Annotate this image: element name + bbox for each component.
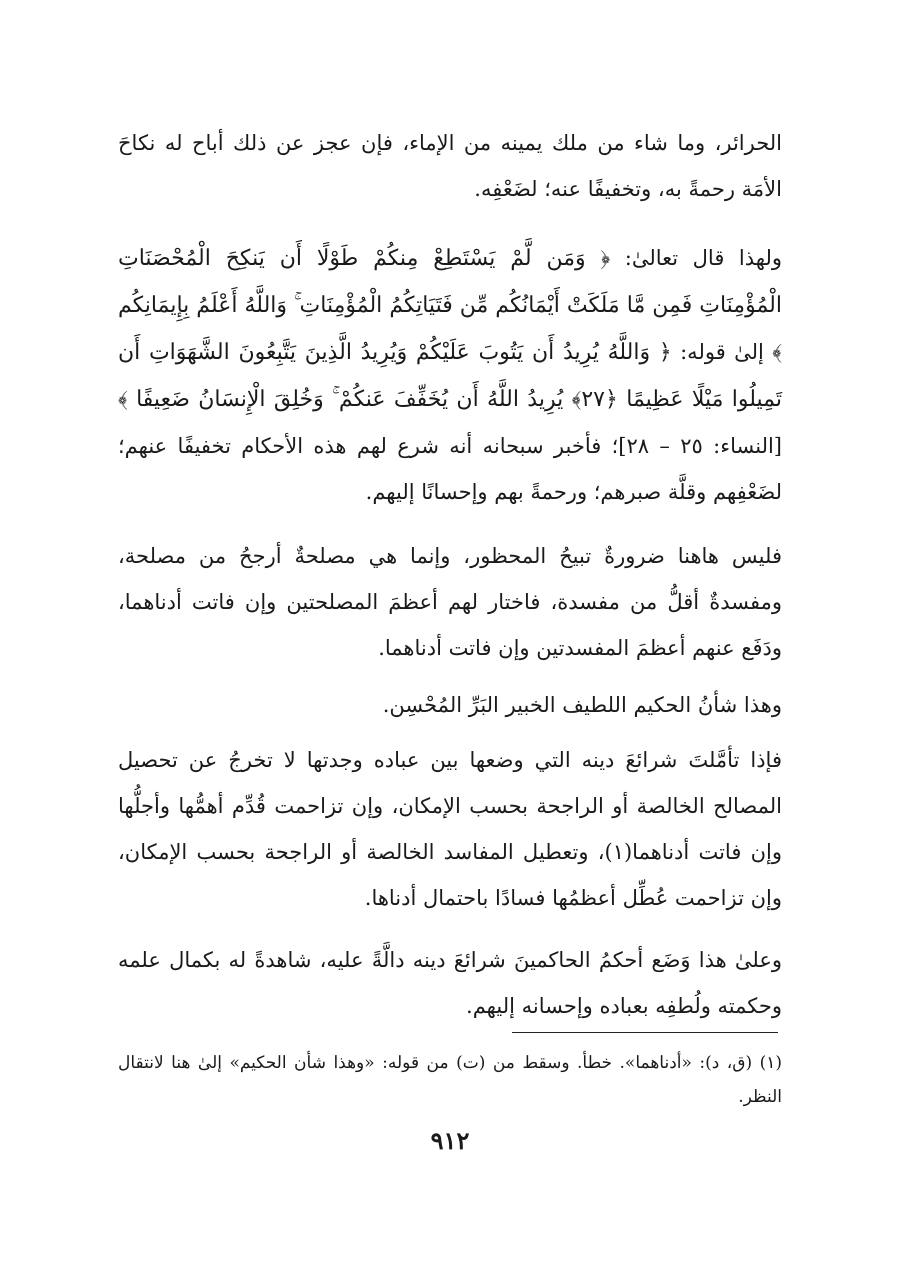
page-number: ٩١٢ (430, 1126, 470, 1155)
footnote-1: (١) (ق، د): «أدناهما». خطأ. وسقط من (ت) من قوله: «وهذا شأن الحكيم» إلىٰ هنا لانتقال النظر. (118, 1053, 782, 1107)
paragraph-1: الحرائر، وما شاء من ملك يمينه من الإماء، فإن عجز عن ذلك أباح له نكاحَ الأمَة رحمةً به، وتخفيفًا عنه؛ لضَعْفِه. (118, 131, 782, 201)
paragraph-2-middle: إلىٰ قوله: (671, 340, 773, 364)
paragraph-3: فليس هاهنا ضرورةٌ تبيحُ المحظور، وإنما هي مصلحةٌ أرجحُ من مصلحة، ومفسدةٌ أقلُّ من مفسدة، فاختار لهم أعظمَ المصلحتين وإن فاتت أدناهما، ودَفَع عنهم أعظمَ المفسدتين وإن فاتت أدناهما. (118, 544, 782, 660)
paragraph-6: وعلىٰ هذا وَضَع أحكمُ الحاكمينَ شرائعَ دينه دالَّةً عليه، شاهدةً له بكمال علمه وحكمته ولُطفِه بعباده وإحسانه إليهم. (118, 948, 782, 1018)
quran-verse-2: ﴿ وَاللَّهُ يُرِيدُ أَن يَتُوبَ عَلَيْكُمْ وَيُرِيدُ الَّذِينَ يَتَّبِعُونَ الشَّهَوَاتِ أَن تَمِيلُوا مَيْلًا عَظِيمًا ﴿٢٧﴾ يُرِيدُ اللَّهُ أَن يُخَفِّفَ عَنكُمْ ۚ وَخُلِقَ الْإِنسَانُ ضَعِيفًا ﴾ (118, 340, 782, 412)
paragraph-5: فإذا تأمَّلتَ شرائعَ دينه التي وضعها بين عباده وجدتها لا تخرجُ عن تحصيل المصالح الخالصة أو الراجحة بحسب الإمكان، وإن تزاحمت قُدِّم أهمُّها وأجلُّها وإن فاتت أدناهما(١)، وتعطيل المفاسد الخالصة أو الراجحة بحسب الإمكان، وإن تزاحمت عُطِّل أعظمُها فسادًا باحتمال أدناها. (118, 748, 782, 910)
footnote-divider (512, 1032, 778, 1033)
paragraph-2-rest: [النساء: ٢٥ – ٢٨]؛ فأخبر سبحانه أنه شرع لهم هذه الأحكام تخفيفًا عنهم؛ لضَعْفِهم وقلَّة صبرهم؛ ورحمةً بهم وإحسانًا إليهم. (118, 434, 783, 504)
quran-verse-1: ﴿ وَمَن لَّمْ يَسْتَطِعْ مِنكُمْ طَوْلًا أَن يَنكِحَ الْمُحْصَنَاتِ الْمُؤْمِنَاتِ فَمِن مَّا مَلَكَتْ أَيْمَانُكُم مِّن فَتَيَاتِكُمُ الْمُؤْمِنَاتِ ۚ وَاللَّهُ أَعْلَمُ بِإِيمَانِكُم ﴾ (118, 246, 782, 365)
paragraph-2 (118, 235, 782, 515)
paragraph-4: وهذا شأنُ الحكيم اللطيف الخبير البَرِّ المُحْسِن. (382, 693, 782, 717)
paragraph-2-intro: ولهذا قال تعالىٰ: (610, 246, 782, 270)
